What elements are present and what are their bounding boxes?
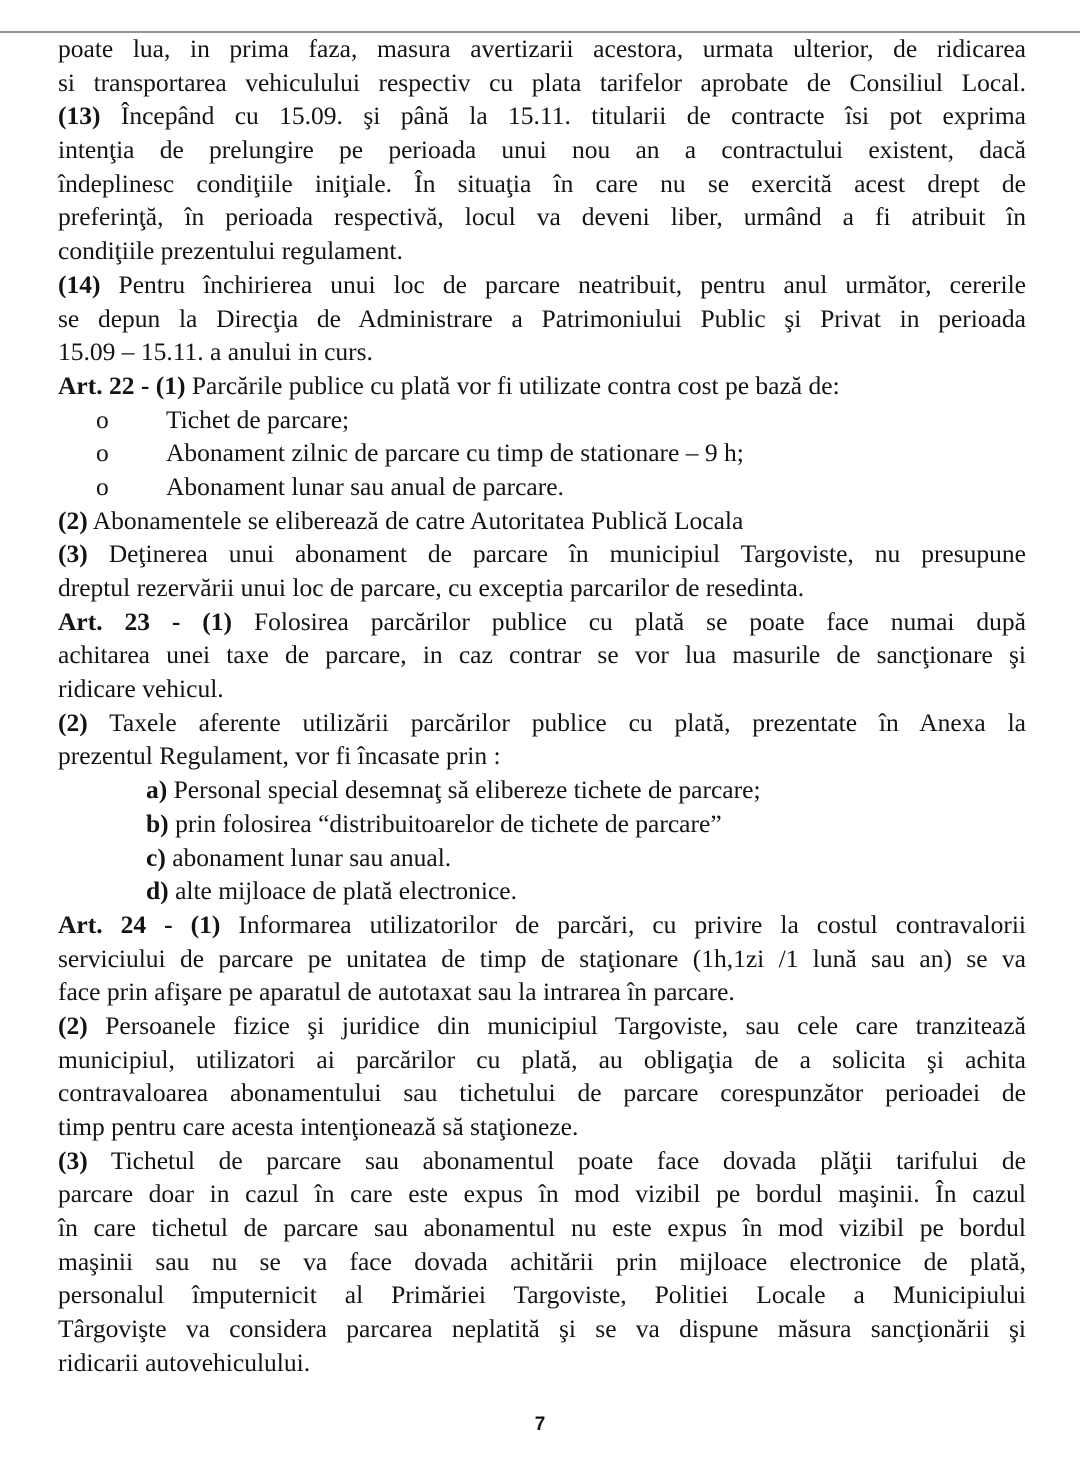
line-text: Folosirea parcărilor publice cu plată se poate face numai după xyxy=(232,606,1026,636)
text-line xyxy=(58,1009,1026,1043)
document-page xyxy=(58,32,1026,1380)
line-text: intenţia de prelungire pe perioada unui nou an a contractului existent, dacă xyxy=(58,135,1026,165)
line-text: municipiul, utilizatori ai parcărilor cu plată, au obligaţia de a solicita şi achita xyxy=(58,1044,1026,1074)
line-text: timp pentru care acesta intenţionează să staţioneze. xyxy=(58,1112,579,1141)
text-line xyxy=(58,200,1026,234)
list-item-text: alte mijloace de plată electronice. xyxy=(168,876,517,906)
paragraph-block-art24 xyxy=(58,908,1026,1380)
line-text: Târgovişte va considera parcarea neplatită şi se va dispune măsura sancţionării şi xyxy=(58,1314,1026,1344)
list-item xyxy=(58,403,1026,437)
clause-label: (13) xyxy=(58,101,101,131)
text-line xyxy=(58,1245,1026,1279)
line-text: poate lua, in prima faza, masura avertizarii acestora, urmata ulterior, de ridicarea xyxy=(58,34,1026,63)
clause-label: (2) xyxy=(58,505,88,535)
text-line xyxy=(58,537,1026,571)
list-item-text: abonament lunar sau anual. xyxy=(165,842,452,872)
paragraph-block-art22-art23 xyxy=(58,504,1026,774)
text-line xyxy=(58,234,1026,268)
text-line xyxy=(58,369,1026,403)
paragraph-block-art21-continued xyxy=(58,32,1026,403)
text-line xyxy=(58,32,1026,66)
item-label: c) xyxy=(146,842,166,872)
item-label: a) xyxy=(146,775,168,805)
line-text: Persoanele fizice şi juridice din municipiul Targoviste, sau cele care tranzitează xyxy=(87,1010,1026,1040)
text-line xyxy=(58,504,1026,538)
list-item-text: Abonament lunar sau anual de parcare. xyxy=(166,471,564,501)
text-line xyxy=(58,66,1026,100)
clause-label: (3) xyxy=(58,539,88,569)
clause-label: Art. 22 - (1) xyxy=(58,370,186,400)
text-line xyxy=(58,1043,1026,1077)
line-text: ridicarii autovehiculului. xyxy=(58,1347,311,1377)
text-line xyxy=(58,1312,1026,1346)
line-text: maşinii sau nu se va face dovada achitării prin mijloace electronice de plată, xyxy=(58,1246,1026,1276)
line-text: prezentul Regulament, vor fi încasate prin : xyxy=(58,741,501,771)
line-text: contravaloarea abonamentului sau tichetului de parcare corespunzător perioadei de xyxy=(58,1078,1026,1108)
text-line xyxy=(58,335,1026,369)
list-item-text: Tichet de parcare; xyxy=(166,404,350,434)
bullet-marker-icon: o xyxy=(96,404,109,434)
line-text: 15.09 – 15.11. a anului in curs. xyxy=(58,337,373,367)
clause-label: (2) xyxy=(58,1010,88,1040)
line-text: Informarea utilizatorilor de parcări, cu privire la costul contravalorii xyxy=(220,909,1026,939)
clause-label: Art. 24 - (1) xyxy=(58,909,221,939)
line-text: preferinţă, în perioada respectivă, locul va deveni liber, urmând a fi atribuit în xyxy=(58,202,1026,232)
text-line xyxy=(58,571,1026,605)
text-line xyxy=(58,1076,1026,1110)
text-line xyxy=(58,99,1026,133)
text-line xyxy=(58,672,1026,706)
line-text: ridicare vehicul. xyxy=(58,674,224,704)
list-item xyxy=(146,841,1026,875)
text-line xyxy=(58,167,1026,201)
clause-label: Art. 23 - (1) xyxy=(58,606,233,636)
line-text: face prin afişare pe aparatul de autotaxat sau la intrarea în parcare. xyxy=(58,977,735,1007)
line-text: Taxele aferente utilizării parcărilor publice cu plată, prezentate în Anexa la xyxy=(87,707,1026,737)
item-label: d) xyxy=(146,876,169,906)
text-line xyxy=(58,1211,1026,1245)
list-item-text: Personal special desemnaţ să elibereze tichete de parcare; xyxy=(167,775,761,805)
bullet-marker-icon: o xyxy=(96,438,109,468)
line-text: Pentru închirierea unui loc de parcare neatribuit, pentru anul următor, cererile xyxy=(100,269,1026,299)
art22-payment-methods-list xyxy=(58,403,1026,504)
text-line xyxy=(58,975,1026,1009)
line-text: Parcările publice cu plată vor fi utilizate contra cost pe bază de: xyxy=(185,370,840,400)
bullet-marker-icon: o xyxy=(96,471,109,501)
line-text: parcare doar in cazul în care este expus în mod vizibil pe bordul maşinii. În cazul xyxy=(58,1179,1026,1209)
line-text: Tichetul de parcare sau abonamentul poate face dovada plăţii tarifului de xyxy=(87,1145,1026,1175)
text-line xyxy=(58,908,1026,942)
list-item-text: prin folosirea “distribuitoarelor de tichete de parcare” xyxy=(168,808,722,838)
text-line xyxy=(58,638,1026,672)
clause-label: (14) xyxy=(58,269,101,299)
clause-label: (2) xyxy=(58,707,88,737)
line-text: personalul împuternicit al Primăriei Targoviste, Politiei Locale a Municipiului xyxy=(58,1280,1026,1310)
item-label: b) xyxy=(146,808,169,838)
text-line xyxy=(58,605,1026,639)
line-text: dreptul rezervării unui loc de parcare, cu exceptia parcarilor de resedinta. xyxy=(58,573,805,602)
line-text: Abonamentele se eliberează de catre Autoritatea Publică Locala xyxy=(87,505,744,535)
text-line xyxy=(58,268,1026,302)
list-item xyxy=(58,470,1026,504)
line-text: si transportarea vehiculului respectiv cu plata tarifelor aprobate de Consiliul Local. xyxy=(58,67,1026,97)
text-line xyxy=(58,739,1026,773)
line-text: Deţinerea unui abonament de parcare în municipiul Targoviste, nu presupune xyxy=(87,539,1026,569)
text-line xyxy=(58,1278,1026,1312)
clause-label: (3) xyxy=(58,1145,88,1175)
list-item xyxy=(58,436,1026,470)
text-line xyxy=(58,1144,1026,1178)
text-line xyxy=(58,706,1026,740)
line-text: în care tichetul de parcare sau abonamentul nu este expus în mod vizibil pe bordul xyxy=(58,1213,1026,1243)
text-line xyxy=(58,1110,1026,1144)
text-line xyxy=(58,1346,1026,1380)
list-item xyxy=(146,807,1026,841)
line-text: achitarea unei taxe de parcare, in caz contrar se vor lua masurile de sancţionare şi xyxy=(58,640,1026,670)
art23-collection-methods-list xyxy=(58,773,1026,908)
text-line xyxy=(58,302,1026,336)
list-item xyxy=(146,773,1026,807)
list-item xyxy=(146,874,1026,908)
line-text: condiţiile prezentului regulament. xyxy=(58,236,403,266)
page-number: 7 xyxy=(534,1414,546,1435)
list-item-text: Abonament zilnic de parcare cu timp de stationare – 9 h; xyxy=(166,438,744,468)
line-text: îndeplinesc condiţiile iniţiale. În situaţia în care nu se exercită acest drept de xyxy=(58,168,1026,198)
line-text: se depun la Direcţia de Administrare a Patrimoniului Public şi Privat in perioada xyxy=(58,303,1026,333)
text-line xyxy=(58,133,1026,167)
text-line xyxy=(58,1177,1026,1211)
text-line xyxy=(58,942,1026,976)
line-text: Începând cu 15.09. şi până la 15.11. titularii de contracte îsi pot exprima xyxy=(100,101,1026,131)
line-text: serviciului de parcare pe unitatea de timp de staţionare (1h,1zi /1 lună sau an) se va xyxy=(58,943,1026,973)
